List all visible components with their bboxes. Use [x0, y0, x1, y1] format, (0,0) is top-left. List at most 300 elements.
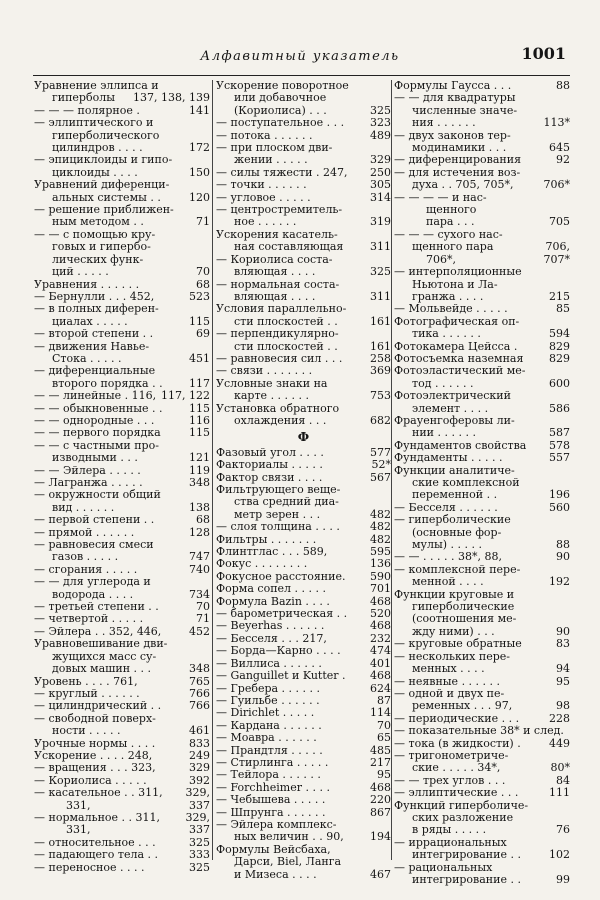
index-entry — [394, 154, 570, 166]
index-entry — [216, 390, 391, 402]
entry-pages: 115 — [189, 314, 210, 328]
index-entry — [34, 216, 210, 228]
entry-term: Фундаментов свойства — [394, 438, 527, 452]
entry-pages: 829 — [549, 339, 570, 353]
index-entry — [394, 365, 570, 377]
entry-pages: 69 — [196, 327, 210, 341]
entry-term: Форма сопел . . . . . — [216, 582, 326, 596]
entry-term: интегрирование . . — [412, 873, 521, 886]
entry-term: — Стирлинга . . . . . — [216, 755, 329, 769]
entry-pages: 461 — [189, 724, 210, 738]
entry-term: — — для углерода и — [34, 575, 151, 589]
entry-term: — тока (в жидкости) . — [394, 736, 521, 750]
entry-term: газов . . . . . — [52, 550, 119, 564]
entry-term: — Бесселя . . . 217, — [216, 631, 327, 645]
entry-term: переменной . . — [412, 488, 498, 502]
entry-pages — [567, 365, 570, 377]
entry-pages: 84 — [556, 773, 570, 787]
entry-term: ских разложение — [412, 810, 514, 824]
entry-term: Функции аналитиче- — [394, 463, 515, 477]
entry-term: — центростремитель- — [216, 203, 343, 217]
entry-pages: 52* — [371, 458, 391, 472]
entry-pages: 337 — [189, 798, 210, 812]
entry-pages: 115 — [189, 426, 210, 440]
entry-term: ности . . . . . — [52, 724, 121, 738]
section-letter: Ф — [297, 430, 310, 445]
index-entry — [216, 303, 391, 315]
entry-pages: 172 — [189, 141, 210, 155]
entry-term: — Шпрунга . . . . . . — [216, 805, 326, 819]
entry-term: Фактор связи . . . . — [216, 470, 323, 484]
entry-term: Урочные нормы . . . . — [34, 736, 156, 750]
entry-term: менных . . . . — [412, 662, 485, 676]
entry-pages: 98 — [556, 699, 570, 713]
entry-term: жду ними) . . . — [412, 624, 495, 638]
entry-term: — угловое . . . . . — [216, 190, 311, 204]
entry-pages: 482 — [370, 532, 391, 546]
entry-pages: 113* — [543, 116, 570, 130]
index-entry — [34, 427, 210, 439]
entry-term: — периодические . . . — [394, 711, 520, 725]
index-entry — [34, 365, 210, 377]
index-entry — [34, 390, 210, 402]
index-entry — [216, 869, 391, 881]
index-entry — [216, 558, 391, 570]
entry-term: 706*, — [426, 252, 456, 266]
entry-pages: 137, 138, 139 — [133, 91, 210, 105]
entry-pages: 161 — [370, 314, 391, 328]
entry-term: вляющая . . . . — [234, 289, 316, 303]
entry-term: циклоиды . . . . — [52, 165, 138, 179]
index-entry — [394, 179, 570, 191]
entry-term: Формулы Гаусса . . . — [394, 79, 512, 92]
index-entry — [34, 812, 210, 824]
entry-pages: 325 — [370, 103, 391, 117]
entry-pages: 624 — [370, 681, 391, 695]
entry-term: тика . . . . . . — [412, 327, 481, 341]
entry-term: гиперболические — [412, 600, 515, 614]
index-column-2 — [216, 79, 391, 881]
entry-term: — Dirichlet . . . . . — [216, 706, 315, 720]
entry-pages: 682 — [370, 413, 391, 427]
entry-pages: 489 — [370, 128, 391, 142]
index-entry — [216, 459, 391, 471]
entry-term: Фотоэластический ме- — [394, 364, 526, 378]
entry-pages: 311 — [370, 289, 391, 303]
entry-term: — поступательное . . . — [216, 116, 345, 130]
entry-term: жении . . . . . — [234, 153, 308, 167]
entry-pages: 595 — [370, 545, 391, 559]
entry-term: ременных . . . 97, — [412, 699, 513, 713]
index-entry — [34, 92, 210, 104]
index-entry — [34, 849, 210, 861]
index-entry — [34, 328, 210, 340]
index-entry — [394, 489, 570, 501]
entry-pages — [567, 92, 570, 104]
index-column-1 — [34, 79, 210, 874]
entry-pages: 468 — [370, 594, 391, 608]
entry-term: — нескольких пере- — [394, 649, 510, 663]
page-number: 1001 — [521, 44, 566, 63]
entry-term: ная составляющая — [234, 240, 344, 254]
entry-pages: 747 — [189, 550, 210, 564]
entry-pages: 325 — [370, 265, 391, 279]
entry-pages: 117 — [189, 376, 210, 390]
index-entry — [394, 266, 570, 278]
entry-pages: 141 — [189, 103, 210, 117]
entry-term: цилиндров . . . . — [52, 141, 143, 155]
entry-term: — Forchheimer . . . . — [216, 780, 330, 794]
entry-term: нии . . . . . . — [412, 426, 476, 440]
index-entry — [394, 576, 570, 588]
entry-term: — — Эйлера . . . . . — [34, 463, 141, 477]
entry-term: — сгорания . . . . . — [34, 562, 138, 576]
entry-pages: 90 — [556, 624, 570, 638]
entry-pages: 401 — [370, 656, 391, 670]
entry-pages: 594 — [549, 327, 570, 341]
index-entry — [34, 700, 210, 712]
entry-term: — рациональных — [394, 860, 493, 874]
entry-pages — [207, 489, 210, 501]
entry-term: — одной и двух пе- — [394, 686, 505, 700]
entry-term: — иррациональных — [394, 835, 507, 849]
entry-term: Ньютона и Ла- — [412, 277, 498, 291]
entry-term: второго порядка . . — [52, 376, 163, 390]
entry-term: — Кориолиса . . . . . — [34, 773, 147, 787]
entry-term: Фрауенгоферовы ли- — [394, 413, 515, 427]
entry-term: — третьей степени . . — [34, 600, 159, 614]
entry-pages: 83 — [556, 637, 570, 651]
entry-pages: 196 — [549, 488, 570, 502]
entry-term: ния . . . . . . — [412, 116, 476, 130]
entry-pages — [567, 601, 570, 613]
entry-term: — силы тяжести . 247, — [216, 165, 348, 179]
entry-term: Факториалы . . . . . — [216, 458, 323, 472]
entry-pages: 192 — [549, 575, 570, 589]
entry-pages: 829 — [549, 351, 570, 365]
entry-term: Уравнения . . . . . . — [34, 277, 140, 291]
index-entry — [394, 92, 570, 104]
entry-term: водорода . . . . — [52, 587, 134, 601]
index-entry — [216, 241, 391, 253]
entry-term: — — линейные . 116, — [34, 389, 157, 403]
entry-pages: 85 — [556, 302, 570, 316]
entry-term: — переносное . . . . — [34, 860, 145, 874]
entry-term: гиперболы — [52, 91, 115, 105]
entry-pages: 120 — [189, 190, 210, 204]
entry-pages: 87 — [377, 693, 391, 707]
index-entry — [216, 496, 391, 508]
entry-term: изводными . . . — [52, 451, 138, 465]
entry-pages: 474 — [370, 644, 391, 658]
entry-pages: 706, — [545, 240, 570, 254]
entry-pages: 102 — [549, 848, 570, 862]
index-entry — [216, 179, 391, 191]
entry-pages: 194 — [370, 830, 391, 844]
entry-pages: 520 — [370, 607, 391, 621]
entry-pages: 95 — [377, 768, 391, 782]
entry-term: (соотношения ме- — [412, 612, 517, 626]
entry-term: — нормальное . . 311, — [34, 810, 161, 824]
entry-pages: 115 — [189, 401, 210, 415]
entry-term: Формула Bazin . . . . — [216, 594, 330, 608]
index-entry — [394, 216, 570, 228]
entry-pages: 325 — [189, 835, 210, 849]
entry-term: — диференциальные — [34, 364, 156, 378]
entry-pages: 121 — [189, 451, 210, 465]
entry-pages: 329, — [185, 786, 210, 800]
entry-term: охлаждения . . . — [234, 413, 327, 427]
index-entry — [216, 328, 391, 340]
entry-pages: 705 — [549, 215, 570, 229]
index-column-3 — [394, 79, 570, 886]
entry-pages: 80* — [550, 761, 570, 775]
entry-term: — касательное . . 311, — [34, 786, 163, 800]
entry-term: — четвертой . . . . . — [34, 612, 144, 626]
entry-term: вид . . . . . . — [52, 500, 115, 514]
entry-term: ские . . . . . 34*, — [412, 761, 501, 775]
entry-pages: 753 — [370, 389, 391, 403]
entry-term: — Лагранжа . . . . . — [34, 476, 143, 489]
index-entry — [216, 521, 391, 533]
entry-pages: 70 — [196, 265, 210, 279]
entry-pages — [567, 390, 570, 402]
entry-pages: 71 — [196, 215, 210, 229]
entry-term: тод . . . . . . — [412, 376, 474, 390]
entry-pages: 707* — [543, 252, 570, 266]
entry-term: Флинтглас . . . 589, — [216, 545, 328, 559]
entry-pages: 329 — [189, 761, 210, 775]
entry-term: — равновесия сил . . . — [216, 351, 343, 365]
entry-pages: 314 — [370, 190, 391, 204]
entry-term: — комплексной пере- — [394, 562, 521, 576]
entry-pages — [207, 638, 210, 650]
entry-term: Фотоэлектрический — [394, 389, 511, 403]
entry-pages: 348 — [189, 662, 210, 676]
entry-term: Фильтрующего веще- — [216, 483, 341, 496]
entry-pages: 68 — [196, 513, 210, 527]
entry-pages: 250 — [370, 165, 391, 179]
entry-term: — Ganguillet и Kutter . — [216, 669, 346, 683]
entry-term: — Гребера . . . . . . — [216, 681, 321, 695]
index-entry — [216, 645, 391, 657]
entry-pages: 740 — [189, 562, 210, 576]
index-entry — [34, 241, 210, 253]
entry-term: — первой степени . . — [34, 513, 155, 527]
column-divider — [212, 80, 213, 860]
entry-pages: 586 — [549, 401, 570, 415]
index-entry — [394, 204, 570, 216]
entry-term: — связи . . . . . . . — [216, 364, 313, 378]
entry-pages: 217 — [370, 755, 391, 769]
entry-term: карте . . . . . . — [234, 389, 310, 403]
index-entry — [394, 762, 570, 774]
index-entry — [216, 732, 391, 744]
entry-term: численные значе- — [412, 103, 518, 117]
index-entry — [216, 856, 391, 868]
entry-term: — относительное . . . — [34, 835, 156, 849]
index-entry — [216, 707, 391, 719]
entry-pages: 451 — [189, 351, 210, 365]
entry-term: Условные знаки на — [216, 376, 328, 390]
index-entry — [34, 762, 210, 774]
entry-term: — Бесселя . . . . . . — [394, 500, 498, 514]
entry-pages — [567, 266, 570, 278]
index-entry — [216, 670, 391, 682]
entry-term: Фотографическая оп- — [394, 314, 520, 328]
entry-term: — в полных диферен- — [34, 302, 159, 316]
entry-pages — [207, 117, 210, 129]
index-entry — [34, 452, 210, 464]
entry-term: — диференцирования — [394, 153, 522, 167]
entry-pages: 333 — [189, 848, 210, 862]
entry-term: ций . . . . . — [52, 265, 109, 279]
entry-pages: 706* — [543, 178, 570, 192]
index-entry — [394, 874, 570, 886]
entry-term: Стока . . . . . — [52, 351, 122, 365]
index-entry — [394, 663, 570, 675]
entry-pages: 348 — [189, 476, 210, 489]
entry-pages: 220 — [370, 793, 391, 807]
entry-term: Функций гиперболиче- — [394, 798, 529, 812]
entry-term: — тригонометриче- — [394, 748, 509, 762]
entry-pages: 337 — [189, 823, 210, 837]
entry-term: — Чебышева . . . . . — [216, 793, 326, 807]
entry-term: — Beyerhas . . . . . . — [216, 619, 325, 633]
entry-term: Ускорение поворотное — [216, 79, 349, 92]
entry-pages: 128 — [189, 525, 210, 539]
entry-pages: 138 — [189, 500, 210, 514]
index-entry — [34, 787, 210, 799]
entry-term: элемент . . . . — [412, 401, 489, 415]
index-entry — [216, 583, 391, 595]
entry-term: Ускорение . . . . 248, — [34, 748, 153, 762]
entry-term: — Мольвейде . . . . . — [394, 302, 508, 316]
entry-term: — Гуильбе . . . . . . — [216, 693, 320, 707]
entry-pages: 136 — [370, 557, 391, 571]
entry-pages: 323 — [370, 116, 391, 130]
entry-term: — гиперболические — [394, 513, 511, 527]
entry-term: циалах . . . . . — [52, 314, 128, 328]
entry-pages: 70 — [196, 600, 210, 614]
entry-term: — двух законов тер- — [394, 128, 511, 142]
entry-pages: 71 — [196, 612, 210, 626]
entry-pages: 867 — [370, 805, 391, 819]
entry-pages — [567, 192, 570, 204]
entry-pages — [567, 514, 570, 526]
entry-term: лических функ- — [52, 252, 144, 266]
entry-pages: 111 — [549, 786, 570, 800]
entry-term: — круговые обратные — [394, 637, 522, 651]
entry-pages: 645 — [549, 141, 570, 155]
entry-term: Формулы Вейсбаха, — [216, 842, 331, 856]
entry-term: Установка обратного — [216, 401, 340, 415]
entry-pages: 567 — [370, 470, 391, 484]
entry-term: — Кориолиса соста- — [216, 252, 333, 266]
index-entry — [34, 117, 210, 129]
entry-term: — — однородные . . . — [34, 413, 155, 427]
entry-term: — перпендикулярно- — [216, 327, 339, 341]
index-entry — [394, 328, 570, 340]
entry-pages: 587 — [549, 426, 570, 440]
entry-pages: 329 — [370, 153, 391, 167]
entry-term: — вращения . . . 323, — [34, 761, 156, 775]
column-divider — [391, 80, 392, 860]
entry-term: говых и гипербо- — [52, 240, 151, 254]
entry-pages: 161 — [370, 339, 391, 353]
entry-pages: 325 — [189, 860, 210, 874]
index-entry — [394, 117, 570, 129]
index-entry — [394, 613, 570, 625]
entry-term: ное . . . . . . — [234, 215, 297, 229]
entry-pages — [207, 154, 210, 166]
entry-term: щенного пара — [412, 240, 494, 254]
entry-term: — — — — и нас- — [394, 190, 487, 204]
entry-pages: 590 — [370, 569, 391, 583]
entry-pages: 232 — [370, 631, 391, 645]
entry-pages: 258 — [370, 351, 391, 365]
index-entry — [216, 117, 391, 129]
index-entry — [34, 514, 210, 526]
entry-term: Фундаменты . . . . . — [394, 451, 503, 465]
entry-pages: 578 — [549, 438, 570, 452]
entry-term: вляющая . . . . — [234, 265, 316, 279]
index-entry — [34, 862, 210, 874]
entry-term: — — с частными про- — [34, 438, 159, 452]
entry-term: Фотокамера Цейсса . — [394, 339, 518, 353]
entry-pages: 88 — [556, 538, 570, 552]
entry-pages: 150 — [189, 165, 210, 179]
entry-term: — потока . . . . . . — [216, 128, 313, 142]
index-entry — [216, 266, 391, 278]
entry-term: альных системы . . — [52, 190, 161, 204]
entry-pages: 114 — [370, 706, 391, 720]
entry-term: ства средний диа- — [234, 495, 339, 509]
entry-term: — эллиптического и — [34, 116, 154, 130]
entry-pages: 215 — [549, 289, 570, 303]
index-entry — [216, 769, 391, 781]
entry-pages: 249 — [189, 748, 210, 762]
index-entry — [34, 638, 210, 650]
entry-term: Уровень . . . . 761, — [34, 674, 138, 688]
index-entry — [216, 794, 391, 806]
entry-pages: 452 — [189, 624, 210, 638]
entry-term: — — . . . . . 38*, 88, — [394, 550, 502, 564]
index-entry — [216, 216, 391, 228]
entry-term: пара . . . — [426, 215, 475, 229]
entry-pages: 485 — [370, 743, 391, 757]
index-entry — [34, 154, 210, 166]
entry-pages — [207, 241, 210, 253]
entry-term: — барометрическая . . — [216, 607, 348, 621]
entry-term: Ускорения касатель- — [216, 227, 338, 241]
entry-term: сти плоскостей . . — [234, 339, 338, 353]
entry-pages: 68 — [196, 277, 210, 291]
entry-term: Фильтры . . . . . . . — [216, 532, 317, 546]
entry-term: — свободной поверх- — [34, 711, 156, 725]
entry-term: щенного — [426, 203, 477, 217]
entry-term: — прямой . . . . . . — [34, 525, 135, 539]
index-entry — [394, 427, 570, 439]
entry-term: — показательные 38* и след. — [394, 724, 564, 738]
entry-pages: 468 — [370, 619, 391, 633]
entry-pages: 94 — [556, 662, 570, 676]
entry-pages: 557 — [549, 451, 570, 465]
entry-term: ным методом . . — [52, 215, 144, 229]
entry-term: Фотосъемка наземная — [394, 351, 524, 365]
entry-term: (Кориолиса) . . . — [234, 103, 327, 117]
index-entry — [394, 551, 570, 563]
